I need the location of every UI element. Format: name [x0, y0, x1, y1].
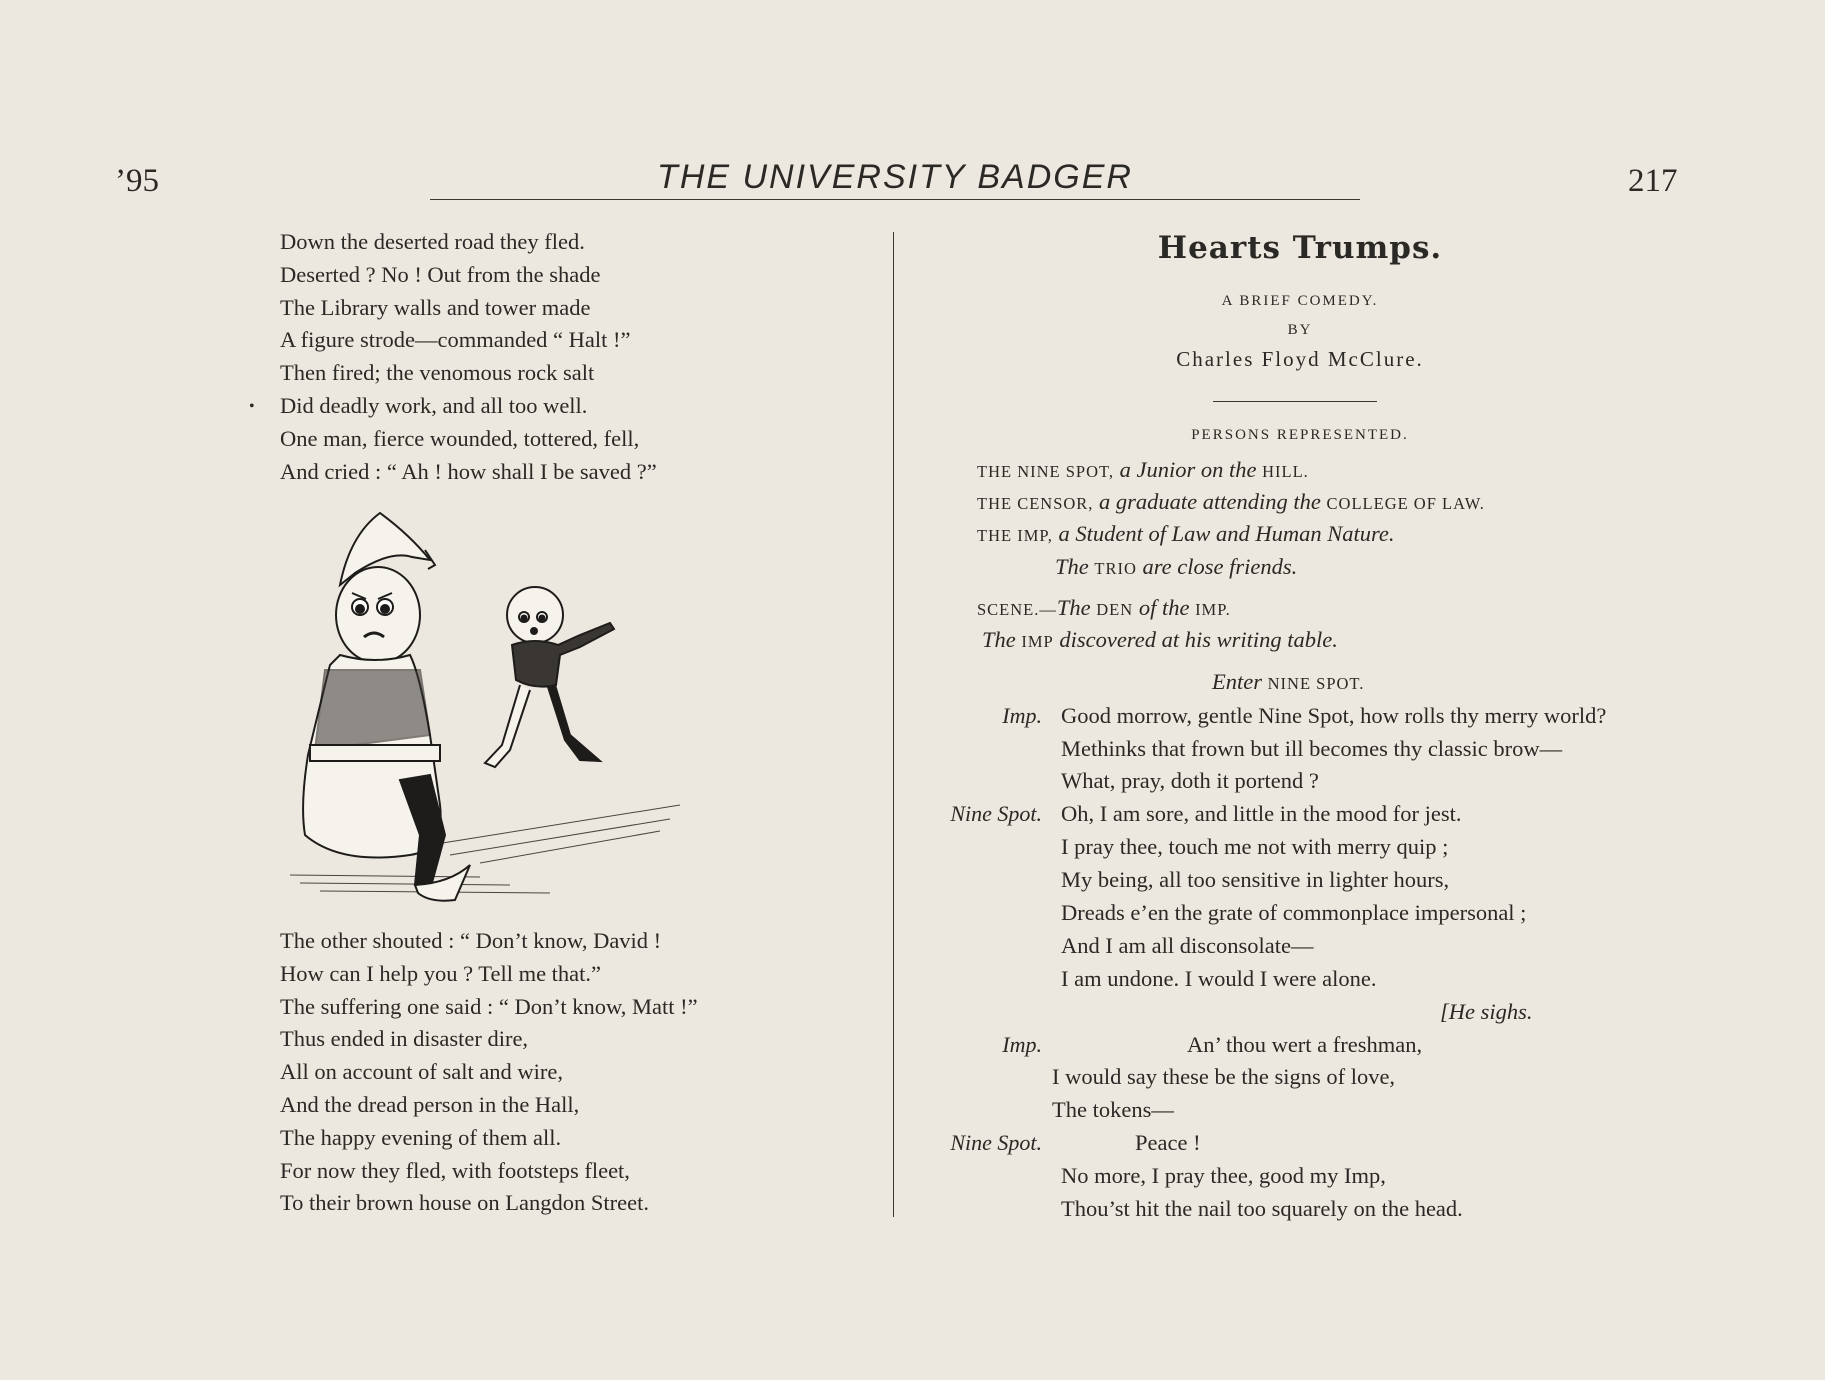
verse-line: Did deadly work, and all too well. — [280, 392, 588, 418]
verse-line: And cried : “ Ah ! how shall I be saved ?” — [280, 458, 657, 484]
speaker-label: Nine Spot. — [950, 801, 1042, 826]
dialogue-line: The tokens— — [1052, 1097, 1174, 1122]
dialogue-line: No more, I pray thee, good my Imp, — [1061, 1163, 1386, 1188]
dialogue-line: Peace ! — [1135, 1130, 1201, 1155]
persons-heading: PERSONS REPRESENTED. — [1191, 427, 1409, 443]
dialogue-line: Dreads e’en the grate of commonplace impersonal ; — [1061, 900, 1527, 925]
dialogue-line: Oh, I am sore, and little in the mood for jest. — [1061, 801, 1462, 826]
dialogue-line: An’ thou wert a freshman, — [1187, 1032, 1423, 1057]
header-rule — [430, 199, 1360, 200]
trio-note: The TRIO are close friends. — [1055, 554, 1298, 579]
running-head-title: THE UNIVERSITY BADGER — [657, 158, 1133, 196]
verse-line: A figure strode—commanded “ Halt !” — [280, 327, 631, 353]
small-imp-figure — [485, 587, 614, 767]
enter-direction: Enter NINE SPOT. — [1212, 669, 1365, 694]
dialogue-line: I am undone. I would I were alone. — [1061, 966, 1377, 991]
dialogue-line: Good morrow, gentle Nine Spot, how rolls thy merry world? — [1061, 703, 1607, 728]
verse-line: Deserted ? No ! Out from the shade — [280, 261, 601, 287]
verse-line: Down the deserted road they fled. — [280, 229, 585, 254]
discovered-line: The IMP discovered at his writing table. — [982, 627, 1338, 652]
verse-line: How can I help you ? Tell me that.” — [280, 960, 602, 986]
verse-line: For now they fled, with footsteps fleet, — [280, 1157, 630, 1183]
section-rule — [1213, 401, 1377, 402]
poem-top-stanza — [280, 226, 840, 488]
dialogue-line: I pray thee, touch me not with merry quip ; — [1061, 834, 1449, 859]
dialogue-line: And I am all disconsolate— — [1061, 933, 1314, 958]
dialogue-line: I would say these be the signs of love, — [1052, 1064, 1396, 1089]
dialogue-line: My being, all too sensitive in lighter hours, — [1061, 867, 1450, 892]
person-entry: THE CENSOR, a graduate attending the COLLEGE OF LAW. — [977, 489, 1485, 514]
author-name: Charles Floyd McClure. — [1176, 347, 1424, 371]
verse-line: And the dread person in the Hall, — [280, 1091, 580, 1117]
verse-line: The suffering one said : “ Don’t know, Matt !” — [280, 993, 698, 1019]
poem-bottom-stanza — [280, 925, 840, 1220]
page-number: 217 — [1628, 163, 1678, 199]
dialogue-line: Methinks that frown but ill becomes thy classic brow— — [1061, 736, 1563, 761]
verse-line: The other shouted : “ Don’t know, David ! — [280, 928, 662, 953]
verse-line: All on account of salt and wire, — [280, 1059, 564, 1085]
dialogue-line: Thou’st hit the nail too squarely on the head. — [1061, 1196, 1463, 1221]
verse-line: One man, fierce wounded, tottered, fell, — [280, 425, 640, 451]
verse-line: Thus ended in disaster dire, — [280, 1026, 529, 1052]
cartoon-illustration — [280, 505, 700, 915]
by-line: BY — [1287, 322, 1313, 338]
play-title: Hearts Trumps. — [1157, 230, 1443, 266]
verse-line: The happy evening of them all. — [280, 1124, 562, 1150]
play-subtitle: A BRIEF COMEDY. — [1221, 293, 1379, 309]
verse-line: The Library walls and tower made — [280, 294, 591, 320]
speaker-label: Nine Spot. — [950, 1130, 1042, 1155]
stage-direction: [He sighs. — [1440, 999, 1533, 1024]
scene-line: SCENE.—The DEN of the IMP. — [977, 595, 1231, 620]
verse-line: To their brown house on Langdon Street. — [280, 1190, 649, 1216]
speaker-label: Imp. — [1002, 703, 1042, 728]
speaker-label: Imp. — [1002, 1032, 1042, 1057]
header-year: ’95 — [115, 163, 159, 199]
person-entry: THE NINE SPOT, a Junior on the HILL. — [977, 457, 1309, 482]
verse-line: Then fired; the venomous rock salt — [280, 360, 595, 386]
person-entry: THE IMP, a Student of Law and Human Nature. — [977, 521, 1395, 546]
margin-bullet: • — [249, 398, 255, 415]
dialogue-line: What, pray, doth it portend ? — [1061, 768, 1319, 793]
